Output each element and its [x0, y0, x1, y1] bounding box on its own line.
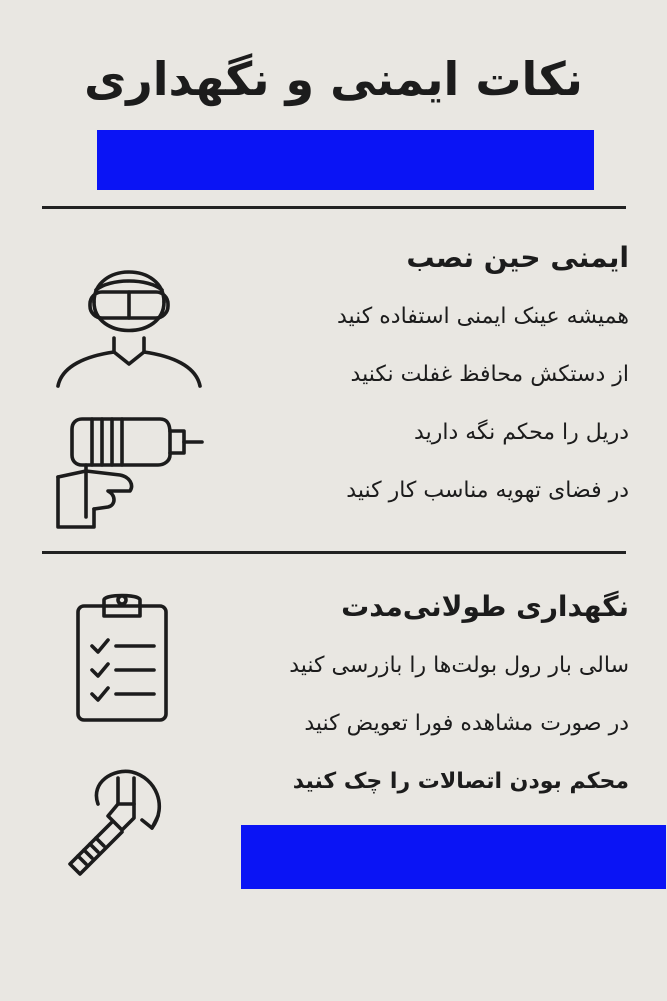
section-heading: ایمنی حین نصب	[406, 241, 629, 274]
page-title: نکات ایمنی و نگهداری	[84, 52, 583, 106]
list-item: در صورت مشاهده فورا تعویض کنید	[304, 711, 629, 736]
list-item: در فضای تهویه مناسب کار کنید	[346, 478, 629, 503]
section-heading: نگهداری طولانی‌مدت	[341, 590, 629, 623]
list-item: همیشه عینک ایمنی استفاده کنید	[336, 304, 629, 329]
divider-middle	[42, 551, 626, 554]
top-blue-bar	[97, 130, 594, 190]
list-item: دریل را محکم نگه دارید	[414, 420, 629, 445]
list-item: سالی بار رول بولت‌ها را بازرسی کنید	[289, 653, 629, 678]
clipboard-checklist-icon	[70, 588, 174, 724]
section-installation-safety	[209, 236, 629, 520]
divider-top	[42, 206, 626, 209]
drill-in-hand-icon	[50, 405, 206, 533]
wrench-bolt-rotate-icon	[60, 758, 180, 878]
list-item: از دستکش محافظ غفلت نکنید	[350, 362, 629, 387]
bottom-blue-bar	[241, 825, 666, 889]
list-item: محکم بودن اتصالات را چک کنید	[292, 769, 629, 794]
worker-with-goggles-icon	[52, 240, 206, 390]
section-long-term-maintenance	[209, 585, 629, 811]
